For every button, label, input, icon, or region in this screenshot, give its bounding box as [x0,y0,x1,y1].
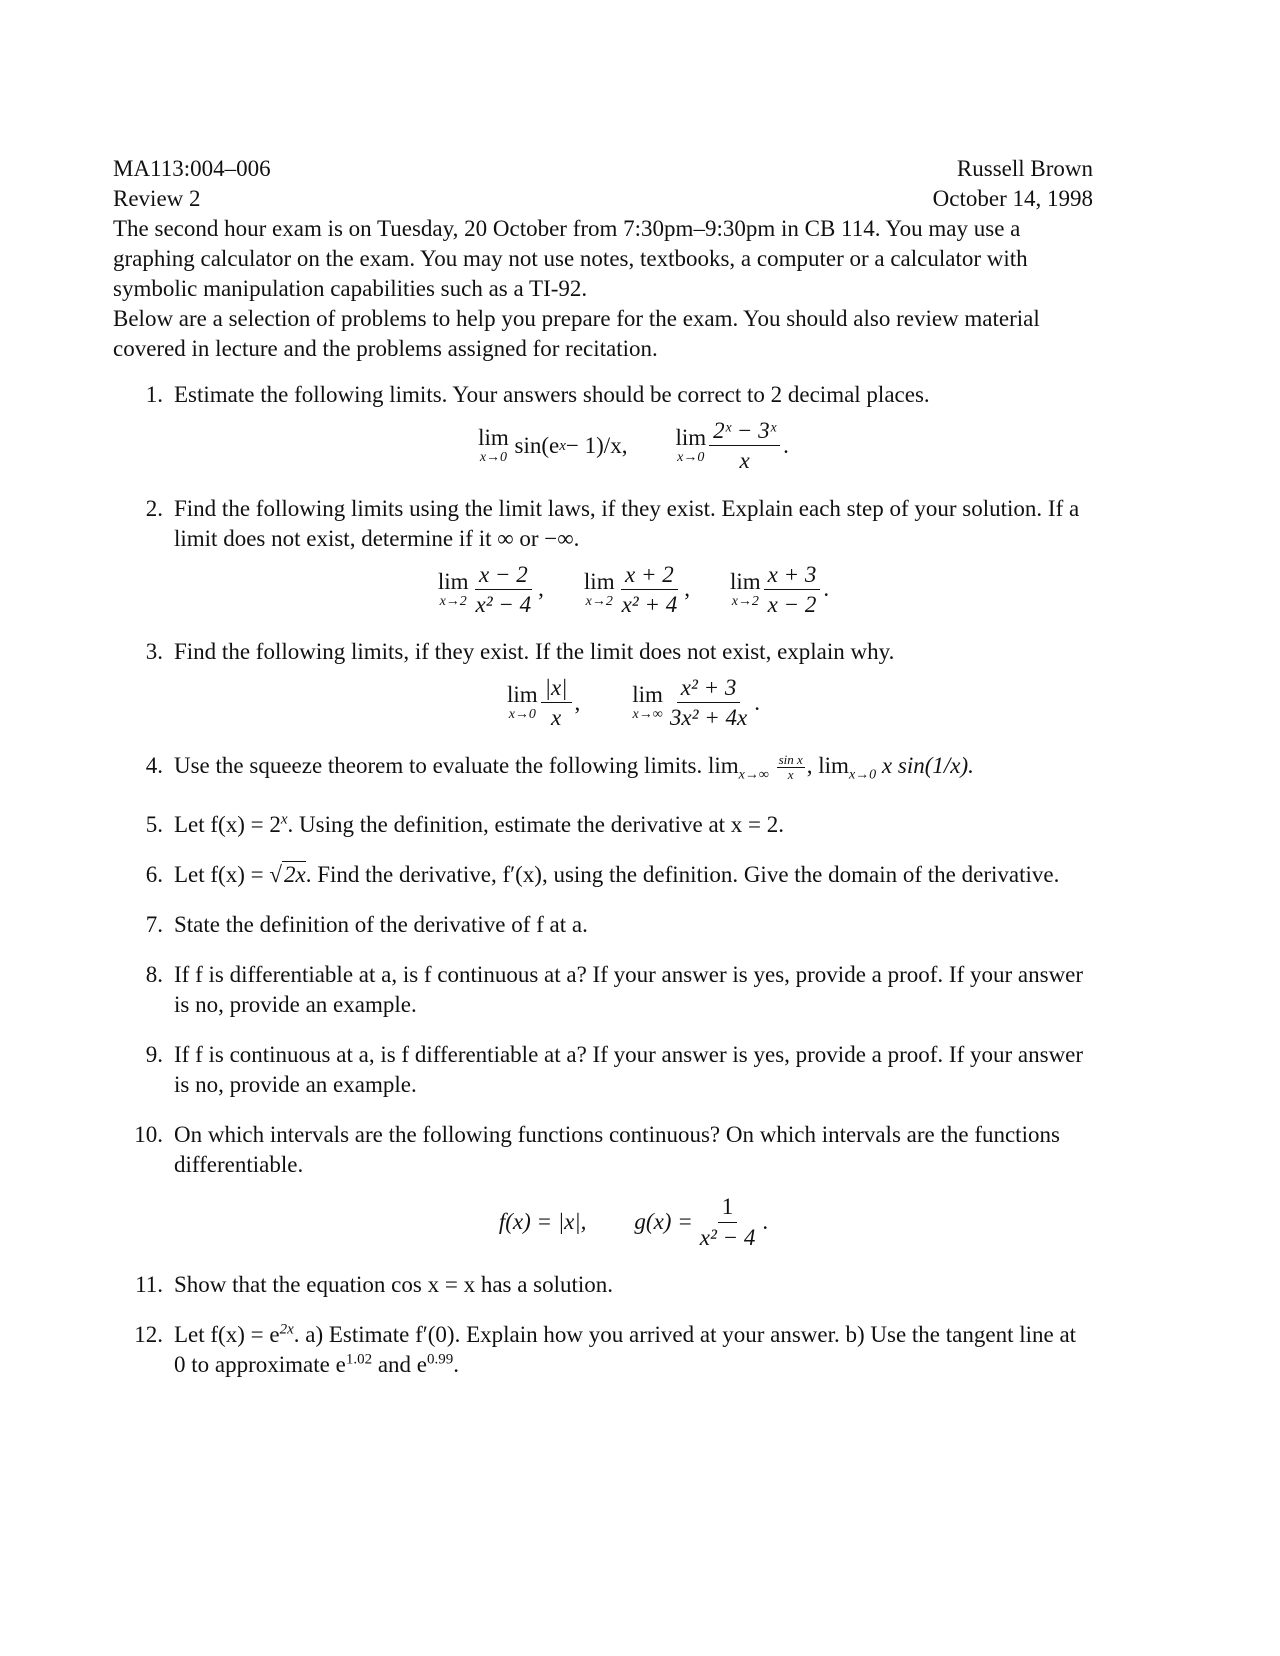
intro-paragraph-1: The second hour exam is on Tuesday, 20 October from 7:30pm–9:30pm in CB 114. You may use a graphing calculator on the exam. You may not use notes, textbooks, a computer or a calculator with symbolic manipulation capabilities such as a TI-92. [113,216,1028,301]
limit-expression: lim x→∞ $\frac{\text{x² + 3}}{\text{3x² + 4x}}$ . [632,675,761,731]
problem-10 [113,1120,1093,1250]
problem-number: 2. [145,495,163,521]
function-g: g(x) = $\frac{1}{\text{x² − 4}}$ . [634,1194,769,1250]
problem-text: Find the following limits using the limit laws, if they exist. Explain each step of your solution. If a limit does not exist, determine if it ∞ or −∞. [174,495,1080,551]
problem-text: If f is continuous at a, is f differentiable at a? If your answer is yes, provide a proof. If your answer is no, provide an example. [174,1042,1084,1098]
problem-text: Let $f(x) = 2^x$. Using the definition, estimate the derivative at x = 2. [174,811,785,838]
problem-text: If f is differentiable at a, is f continuous at a? If your answer is yes, provide a proof. If your answer is no, provide an example. [174,962,1084,1018]
function-f: f(x) = |x|, [498,1209,587,1235]
problem-list [113,380,1093,1380]
problem-number: 1. [145,382,163,407]
problem-7 [113,910,1093,940]
problem-5 [113,810,1093,840]
problem-text: Find the following limits, if they exist. If the limit does not exist, explain why. [174,639,895,665]
problem-11 [113,1270,1093,1300]
problem-number: 8. [145,962,163,988]
problem-12 [113,1320,1093,1380]
problem-number: 4. [145,752,163,778]
header-row-1 [113,154,1093,184]
problem-text: Let $f(x) = e^{2x}$. a) Estimate f′(0). Explain how you arrived at your answer. b) Use the tangent line at 0 to approximate $e^{1.02}$ and $e^{0.99}$. [174,1321,1077,1377]
problem-1 [113,380,1093,474]
problem-number: 6. [145,862,163,888]
limit-expression: lim x→2 $\frac{x - 2}{\text{x² − 4}}$ , [437,561,544,617]
problem-number: 5. [145,812,163,838]
problem-3-display-math [174,675,1093,731]
problem-number: 11. [135,1271,163,1297]
problem-4: 4. Use the squeeze theorem to evaluate the following limits. $\lim_{x\to\infty}$ $\frac{\text{sin x}}{x}$ , $\lim_{x\to 0} x$ sin(1/x). [113,751,1093,791]
limit-expression: lim x→0 $\frac{\text{2ˣ − 3ˣ}}{x}$ . [675,418,789,474]
problem-8 [113,960,1093,1020]
header-row-2 [113,184,1093,214]
problem-text: Estimate the following limits. Your answers should be correct to 2 decimal places. [174,382,930,407]
limit-expression: lim x→2 $\frac{x + 2}{\text{x² + 4}}$ , [583,561,690,617]
problem-text: Use the squeeze theorem to evaluate the following limits. [174,752,703,778]
problem-2 [113,494,1093,618]
problem-number: 10. [134,1122,163,1148]
sqrt-symbol: √ [269,862,282,888]
author-name: Russell Brown [956,156,1093,181]
problem-6 [113,860,1093,890]
problem-9 [113,1040,1093,1100]
document-page [113,154,1093,1400]
problem-text: On which intervals are the following functions continuous? On which intervals are the functions differentiable. [174,1122,1060,1178]
problem-number: 12. [134,1321,163,1347]
problem-1-display-math [174,418,1093,474]
review-title: Review 2 [113,186,201,211]
problem-3 [113,637,1093,731]
problem-10-display-math [174,1194,1093,1250]
limit-expression: lim x→0 $\frac{|x|}{x}$ , [506,675,581,731]
problem-number: 9. [145,1042,163,1068]
problem-text: Show that the equation cos x = x has a solution. [174,1271,614,1297]
problem-text: Let f(x) = √2x. Find the derivative, f′(x), using the definition. Give the domain of the derivative. [174,862,1060,888]
problem-text: State the definition of the derivative of f at a. [174,912,588,938]
problem-2-display-math [174,562,1093,618]
problem-number: 7. [145,912,163,938]
course-code: MA113:004–006 [113,156,271,181]
limit-expression: lim x→2 $\frac{x + 3}{x - 2}$ . [729,561,830,617]
problem-number: 3. [145,639,163,665]
limit-expression: lim x→0 sin(e x − 1)/x, [478,425,628,466]
intro-paragraph-2: Below are a selection of problems to help you prepare for the exam. You should also review material covered in lecture and the problems assigned for recitation. [113,306,1040,361]
document-date: October 14, 1998 [932,186,1093,211]
